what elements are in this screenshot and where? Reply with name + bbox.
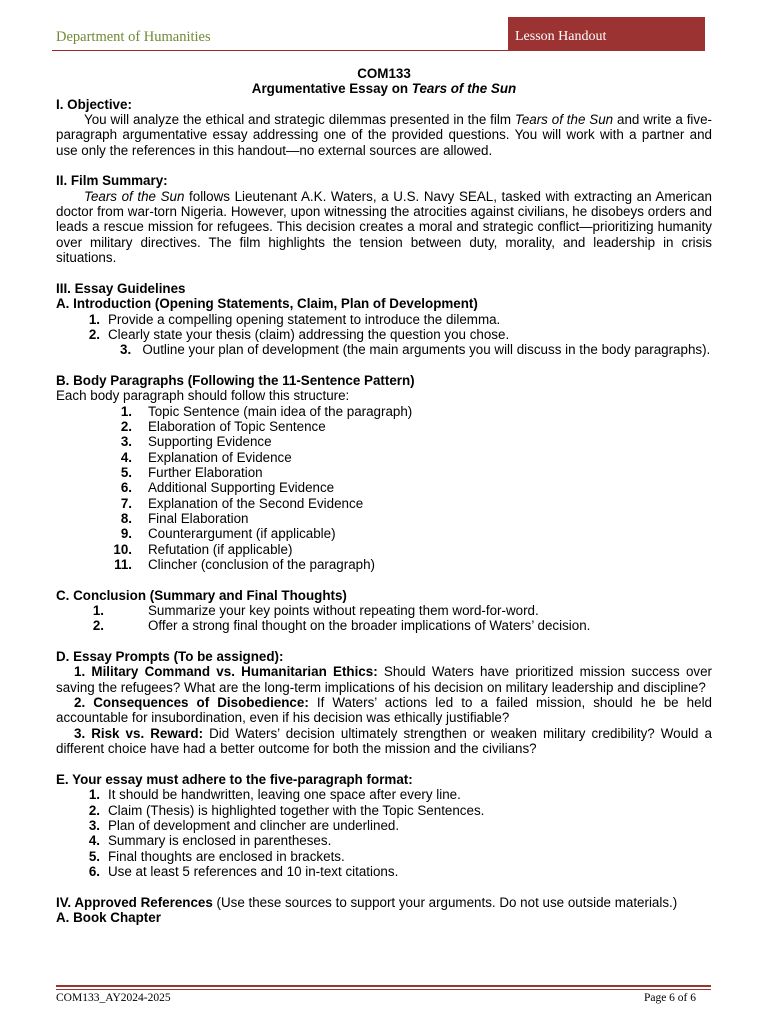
format-heading: E. Your essay must adhere to the five-paragraph format: xyxy=(56,771,413,787)
essay-prompt: 1. Military Command vs. Humanitarian Ethics: Should Waters have prioritized mission success over saving the refugees? What are the long-term implications of his decision on military leadership and discipline? xyxy=(56,664,712,695)
book-chapter-heading: A. Book Chapter xyxy=(56,909,161,925)
list-item: 8. Final Elaboration xyxy=(120,510,249,526)
footer-course-year: COM133_AY2024-2025 xyxy=(56,992,171,1004)
objective-heading: I. Objective: xyxy=(56,96,132,112)
list-item: 5. Further Elaboration xyxy=(120,464,263,480)
lesson-handout-badge: Lesson Handout xyxy=(508,17,705,51)
prompts-heading: D. Essay Prompts (To be assigned): xyxy=(56,649,284,665)
conclusion-heading: C. Conclusion (Summary and Final Thoughts) xyxy=(56,587,347,603)
introduction-heading: A. Introduction (Opening Statements, Claim, Plan of Development) xyxy=(56,296,478,312)
list-item: 1. It should be handwritten, leaving one space after every line. xyxy=(88,787,461,803)
document-title: Argumentative Essay on Tears of the Sun xyxy=(251,81,517,97)
list-item: 2. Clearly state your thesis (claim) addressing the question you chose. xyxy=(88,326,510,342)
list-item: 1. Topic Sentence (main idea of the paragraph) xyxy=(120,403,413,419)
list-item: 2. Offer a strong final thought on the broader implications of Waters’ decision. xyxy=(92,618,591,634)
summary-text: Tears of the Sun follows Lieutenant A.K. Waters, a U.S. Navy SEAL, tasked with extracting an American doctor from war-torn Nigeria. However, upon witnessing the atrocities against civilians, he disobeys orders and leads a rescue mission for refugees. This decision creates a moral and strategic conflict—prioritizing humanity over military directives. The film highlights the tension between duty, morality, and leadership in crisis situations. xyxy=(56,188,712,266)
list-item: 4. Explanation of Evidence xyxy=(120,449,292,465)
list-item: 10. Refutation (if applicable) xyxy=(113,541,293,557)
essay-prompt: 2. Consequences of Disobedience: If Waters’ actions led to a failed mission, should he be held accountable for insubordination, even if his decision was ethically justifiable? xyxy=(56,695,712,726)
summary-heading: II. Film Summary: xyxy=(56,173,168,189)
list-item: 5. Final thoughts are enclosed in brackets. xyxy=(88,848,345,864)
list-item: 3. Plan of development and clincher are underlined. xyxy=(88,817,400,833)
list-item: 1. Summarize your key points without repeating them word-for-word. xyxy=(92,603,539,619)
list-item: 6. Additional Supporting Evidence xyxy=(120,480,335,496)
list-item: 2. Claim (Thesis) is highlighted together with the Topic Sentences. xyxy=(88,802,485,818)
essay-prompt: 3. Risk vs. Reward: Did Waters’ decision ultimately strengthen or weaken military credibility? Would a different choice have had a better outcome for both the mission and the civilians? xyxy=(56,725,712,757)
header-divider xyxy=(52,50,508,51)
list-item: 3. Supporting Evidence xyxy=(120,434,272,450)
footer-divider xyxy=(56,985,711,987)
footer-divider-thin xyxy=(56,989,711,990)
course-code: COM133 xyxy=(357,66,411,81)
objective-text: You will analyze the ethical and strategic dilemmas presented in the film Tears of the Sun and write a five-paragraph argumentative essay addressing one of the provided questions. You will work with a partner and use only the references in this handout—no external sources are allowed. xyxy=(56,112,712,158)
film-title: Tears of the Sun xyxy=(411,81,517,97)
references-paragraph: IV. Approved References (Use these sources to support your arguments. Do not use outside materials.) xyxy=(56,894,678,910)
list-item: 9. Counterargument (if applicable) xyxy=(120,526,336,542)
body-paragraphs-heading: B. Body Paragraphs (Following the 11-Sentence Pattern) xyxy=(56,372,415,388)
references-heading: IV. Approved References xyxy=(56,894,213,910)
body-paragraphs-lead: Each body paragraph should follow this structure: xyxy=(56,388,350,404)
list-item: 6. Use at least 5 references and 10 in-text citations. xyxy=(88,863,399,879)
list-item: 3. Outline your plan of development (the main arguments you will discuss in the body paragraphs). xyxy=(120,342,711,358)
list-item: 7. Explanation of the Second Evidence xyxy=(120,495,364,511)
document-body xyxy=(56,66,712,925)
list-item: 11. Clincher (conclusion of the paragraph) xyxy=(114,557,376,572)
list-item: 4. Summary is enclosed in parentheses. xyxy=(88,833,332,849)
list-item: 1. Provide a compelling opening statement to introduce the dilemma. xyxy=(88,311,501,327)
guidelines-heading: III. Essay Guidelines xyxy=(56,280,186,296)
department-name: Department of Humanities xyxy=(56,29,211,45)
page-number: Page 6 of 6 xyxy=(643,992,696,1004)
list-item: 2. Elaboration of Topic Sentence xyxy=(120,418,326,434)
